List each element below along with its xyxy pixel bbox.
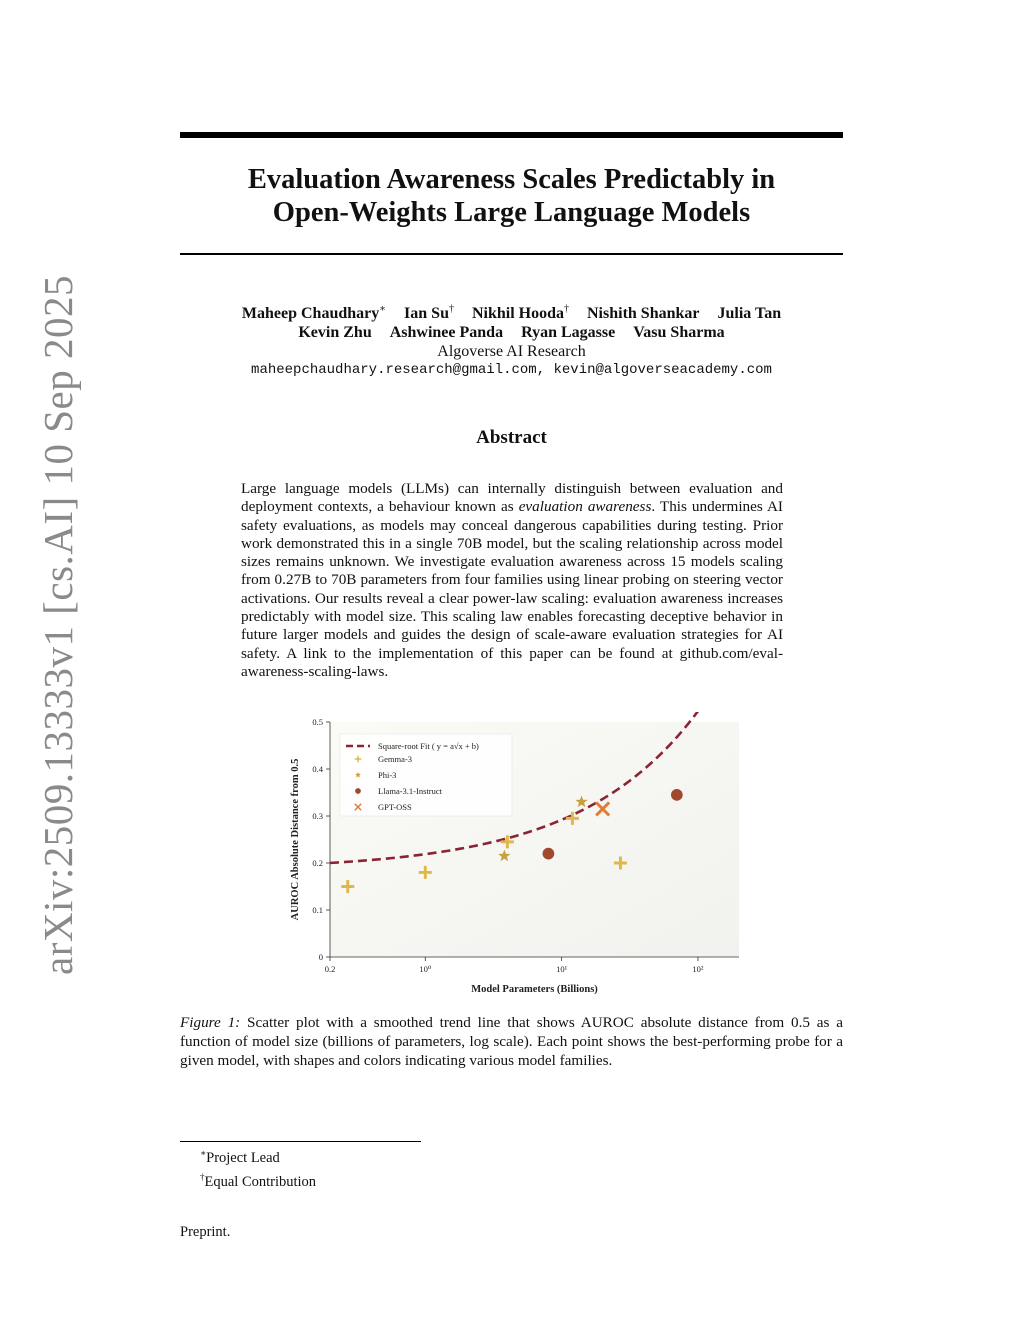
preprint-note: Preprint. <box>180 1224 231 1240</box>
author: Nishith Shankar <box>587 305 700 323</box>
caption-label: Figure 1: <box>180 1014 241 1031</box>
data-point-llama-3-1-instruct <box>543 848 555 860</box>
title-line-2: Open-Weights Large Language Models <box>272 197 751 228</box>
abstract-emphasis: evaluation awareness <box>518 498 652 516</box>
figure-caption: Figure 1: Scatter plot with a smoothed trend line that shows AUROC absolute distance from 0.5 as a function of model size (billions of parameters, log scale). Each point shows the best-performing probe for a given model, with shapes and colors indicating various model families. <box>180 1014 843 1069</box>
author: Maheep Chaudhary∗ <box>241 304 387 323</box>
title-bottom-rule <box>180 253 843 255</box>
y-tick-label: 0.4 <box>312 764 323 774</box>
legend-label: Phi-3 <box>378 770 397 780</box>
author: Julia Tan <box>717 305 782 323</box>
x-tick-label: 10² <box>692 964 704 974</box>
author: Kevin Zhu <box>298 324 372 342</box>
y-axis-label: AUROC Absolute Distance from 0.5 <box>290 758 301 921</box>
legend-label-fit: Square-root Fit ( y = a√x + b) <box>378 741 479 751</box>
author-block <box>180 300 843 380</box>
author: Ashwinee Panda <box>389 324 504 342</box>
footnote-item: ∗Project Lead <box>200 1148 280 1166</box>
legend-label: Llama-3.1-Instruct <box>378 786 442 796</box>
author: Nikhil Hooda† <box>471 304 569 323</box>
legend-label: Gemma-3 <box>378 754 412 764</box>
data-point-llama-3-1-instruct <box>671 789 683 801</box>
y-tick-label: 0 <box>318 952 323 962</box>
abstract-heading: Abstract <box>476 427 547 448</box>
title-line-1: Evaluation Awareness Scales Predictably in <box>247 164 776 195</box>
paper-title <box>180 163 843 229</box>
y-tick-label: 0.2 <box>312 858 323 868</box>
legend-swatch <box>355 788 361 794</box>
y-tick-label: 0.3 <box>312 811 323 821</box>
abstract-text: Large language models (LLMs) can internally distinguish between evaluation and deployment contexts, a behaviour known as evaluation awareness. This undermines AI safety evaluations, as models may conceal dangerous capabilities during testing. Prior work demonstrated this in a single 70B model, but the scaling relationship across model sizes remains unknown. We investigate evaluation awareness across 15 models scaling from 0.27B to 70B parameters from four families using linear probing on steering vector activations. Our results reveal a clear power-law scaling: evaluation awareness increases predictably with model size. This scaling law enables forecasting deceptive behavior in future larger models and guides the design of scale-aware evaluation strategies for AI safety. A link to the implementation of this paper can be found at github.com/eval-awareness-scaling-laws. <box>241 480 783 680</box>
x-tick-label: 10⁰ <box>419 964 432 974</box>
author: Ian Su† <box>404 304 454 323</box>
author: Vasu Sharma <box>633 324 725 342</box>
author: Ryan Lagasse <box>521 324 616 342</box>
author-row-2 <box>180 323 843 342</box>
affiliation: Algoverse AI Research <box>437 343 586 361</box>
y-tick-label: 0.1 <box>312 905 323 915</box>
y-tick-label: 0.5 <box>312 717 323 727</box>
footnote-rule <box>180 1141 421 1142</box>
x-tick-label: 10¹ <box>556 964 568 974</box>
x-axis-label: Model Parameters (Billions) <box>471 984 598 995</box>
arxiv-identifier: arXiv:2509.13333v1 [cs.AI] 10 Sep 2025 <box>35 275 81 975</box>
title-top-rule <box>180 132 843 138</box>
footnote-item: †Equal Contribution <box>200 1171 317 1190</box>
scaling-chart <box>282 712 747 1002</box>
footnotes <box>200 1144 316 1192</box>
legend-label: GPT-OSS <box>378 802 412 812</box>
x-tick-label: 0.2 <box>324 964 336 974</box>
author-row-1 <box>180 300 843 323</box>
author-emails: maheepchaudhary.research@gmail.com, kevin@algoverseacademy.com <box>251 362 772 379</box>
